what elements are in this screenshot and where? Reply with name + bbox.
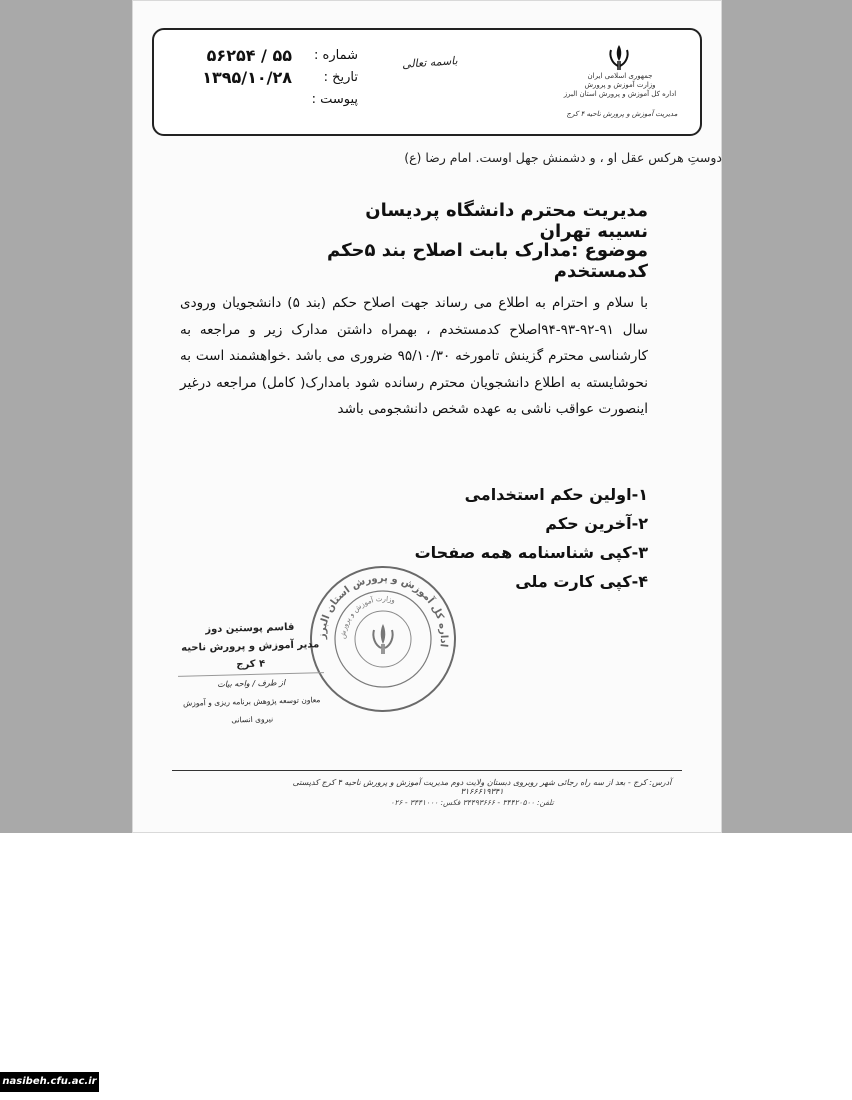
hadith-quote: دوستِ هرکس عقل او ، و دشمنش جهل اوست. امام رضا (ع)	[404, 150, 722, 165]
site-watermark: nasibeh.cfu.ac.ir	[0, 1072, 99, 1092]
letter-paper	[132, 0, 722, 833]
list-item: ۳-کپی شناسنامه همه صفحات	[414, 543, 648, 562]
date-value: ۱۳۹۵/۱۰/۲۸	[202, 67, 292, 87]
subject-heading: موضوع :مدارک بابت اصلاح بند ۵حکم کدمستخدم	[326, 240, 648, 282]
department-line: مدیریت آموزش و پرورش ناحیه ۴ کرج	[566, 110, 678, 118]
date-row	[178, 66, 358, 88]
seal-inner-text: وزارت آموزش و پرورش	[338, 594, 396, 640]
list-item: ۴-کپی کارت ملی	[515, 572, 648, 591]
date-label: تاریخ :	[323, 69, 358, 85]
number-label: شماره :	[314, 47, 358, 63]
organization-block	[550, 72, 690, 99]
attachment-row	[178, 88, 358, 110]
list-item: ۲-آخرین حکم	[545, 514, 648, 533]
org-line: وزارت آموزش و پرورش	[584, 81, 656, 89]
letter-header-box	[152, 28, 702, 136]
delegation-note: از طرف / واحه بیات	[217, 678, 286, 689]
signatory-name: قاسم پوستین دوز	[205, 621, 295, 636]
official-seal-stamp	[304, 560, 462, 718]
body-paragraph: با سلام و احترام به اطلاع می رساند جهت اصلاح حکم (بند ۵) دانشجویان ورودی سال ۹۱-۹۲-۹۳-۹۴اصلاح کدمستخدم ، بهمراه داشتن مدارک زیر و مراجعه به کارشناسی محترم گزینش تامورخه ۹۵/۱۰/۳۰ ضروری می باشد .خواهشمند است به نحوشایسته به اطلاع دانشجویان محترم رسانده شود بامدارک( کامل) مراجعه درغیر اینصورت عواقب ناشی به عهده شخص دانشجومی باشد	[180, 295, 648, 417]
org-line: جمهوری اسلامی ایران	[587, 72, 653, 80]
letter-meta	[178, 44, 358, 110]
footer-divider	[172, 770, 682, 771]
invocation-text: باسمه تعالی	[401, 54, 459, 71]
attachment-label: پیوست :	[311, 91, 358, 107]
svg-text:وزارت آموزش و پرورش	[339, 595, 396, 639]
iran-emblem-icon	[602, 42, 636, 72]
list-item: ۱-اولین حکم استخدامی	[464, 485, 648, 504]
seal-outer-text: اداره کل آموزش و پرورش استان البرز	[316, 572, 450, 648]
number-row	[178, 44, 358, 66]
deputy-title: معاون توسعه پژوهش برنامه ریزی و آموزش نیروی انسانی	[182, 695, 321, 725]
footer-address: آدرس: کرج - بعد از سه راه رجائی شهر روبروی دبستان ولایت دوم مدیریت آموزش و پرورش ناحیه ۴ کرج کدپستی ۳۱۶۶۶۱۹۳۴۱	[292, 778, 672, 796]
seal-emblem-icon	[373, 624, 392, 654]
signature-stamp	[177, 618, 326, 731]
footer-phone: تلفن: ۳۴۴۲۰۵۰۰ - ۳۴۴۹۳۶۶۶ فکس: ۳۴۴۱۰۰۰ - ۰۲۶	[390, 798, 554, 807]
number-value: ۵۶۲۵۴ / ۵۵	[206, 45, 292, 65]
signatory-title: مدیر آموزش و پرورش ناحیه ۴ کرج	[177, 636, 324, 677]
addressee-heading: مدیریت محترم دانشگاه پردیسان نسیبه تهران	[365, 200, 648, 242]
org-line: اداره کل آموزش و پرورش استان البرز	[563, 90, 677, 98]
